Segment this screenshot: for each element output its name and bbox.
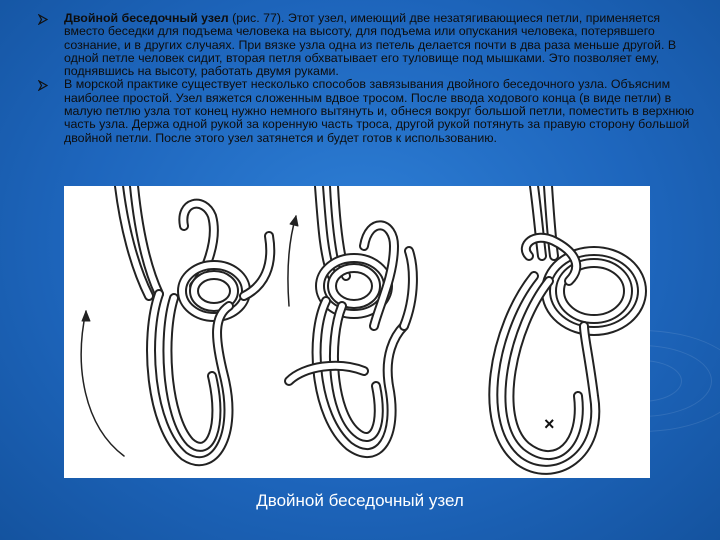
bullet-item (38, 12, 698, 78)
knot-step-2 (288, 186, 413, 453)
slide-caption: Двойной беседочный узел (256, 491, 464, 510)
knot-drawing (64, 186, 650, 478)
bullet-list (38, 12, 698, 145)
arrow-bullet-icon (38, 14, 48, 25)
bullet-title: Двойной беседочный узел (64, 11, 229, 25)
bullet-body: (рис. 77). Этот узел, имеющий две незатягивающиеся петли, применяется вместо беседки для подъема человека на высоту, для подъема или опускания человека, потерявшего сознание, и в других случаях. При вязке узла одна из петель делается почти в два раза меньше другой. В одной петле человек сидит, вторая петля обхватывает его туловище под мышками. Это позволяет ему, поднявшись на высоту, работать двумя руками. (64, 11, 677, 79)
bullet-text (64, 12, 698, 78)
bullet-item (38, 78, 698, 144)
bullet-text (64, 78, 698, 144)
knot-step-1 (81, 186, 270, 461)
arrow-bullet-icon (38, 80, 48, 91)
knot-illustration (64, 186, 650, 478)
mark-x: × (544, 414, 555, 434)
knot-step-3 (493, 186, 642, 470)
bullet-body: В морской практике существует несколько способов завязывания двойного беседочного узла. Объясним наиболее простой. Узел вяжется сложенным вдвое тросом. После ввода ходового конца (в виде петли) в малую петлю узла тот конец нужно немного вытянуть и, обнеся вокруг большой петли, поместить в верхнюю часть узла. Держа одной рукой за коренную часть троса, другой рукой потянуть за правую сторону большой двойной петли. После этого узел затянется и будет готов к использованию. (64, 77, 694, 145)
